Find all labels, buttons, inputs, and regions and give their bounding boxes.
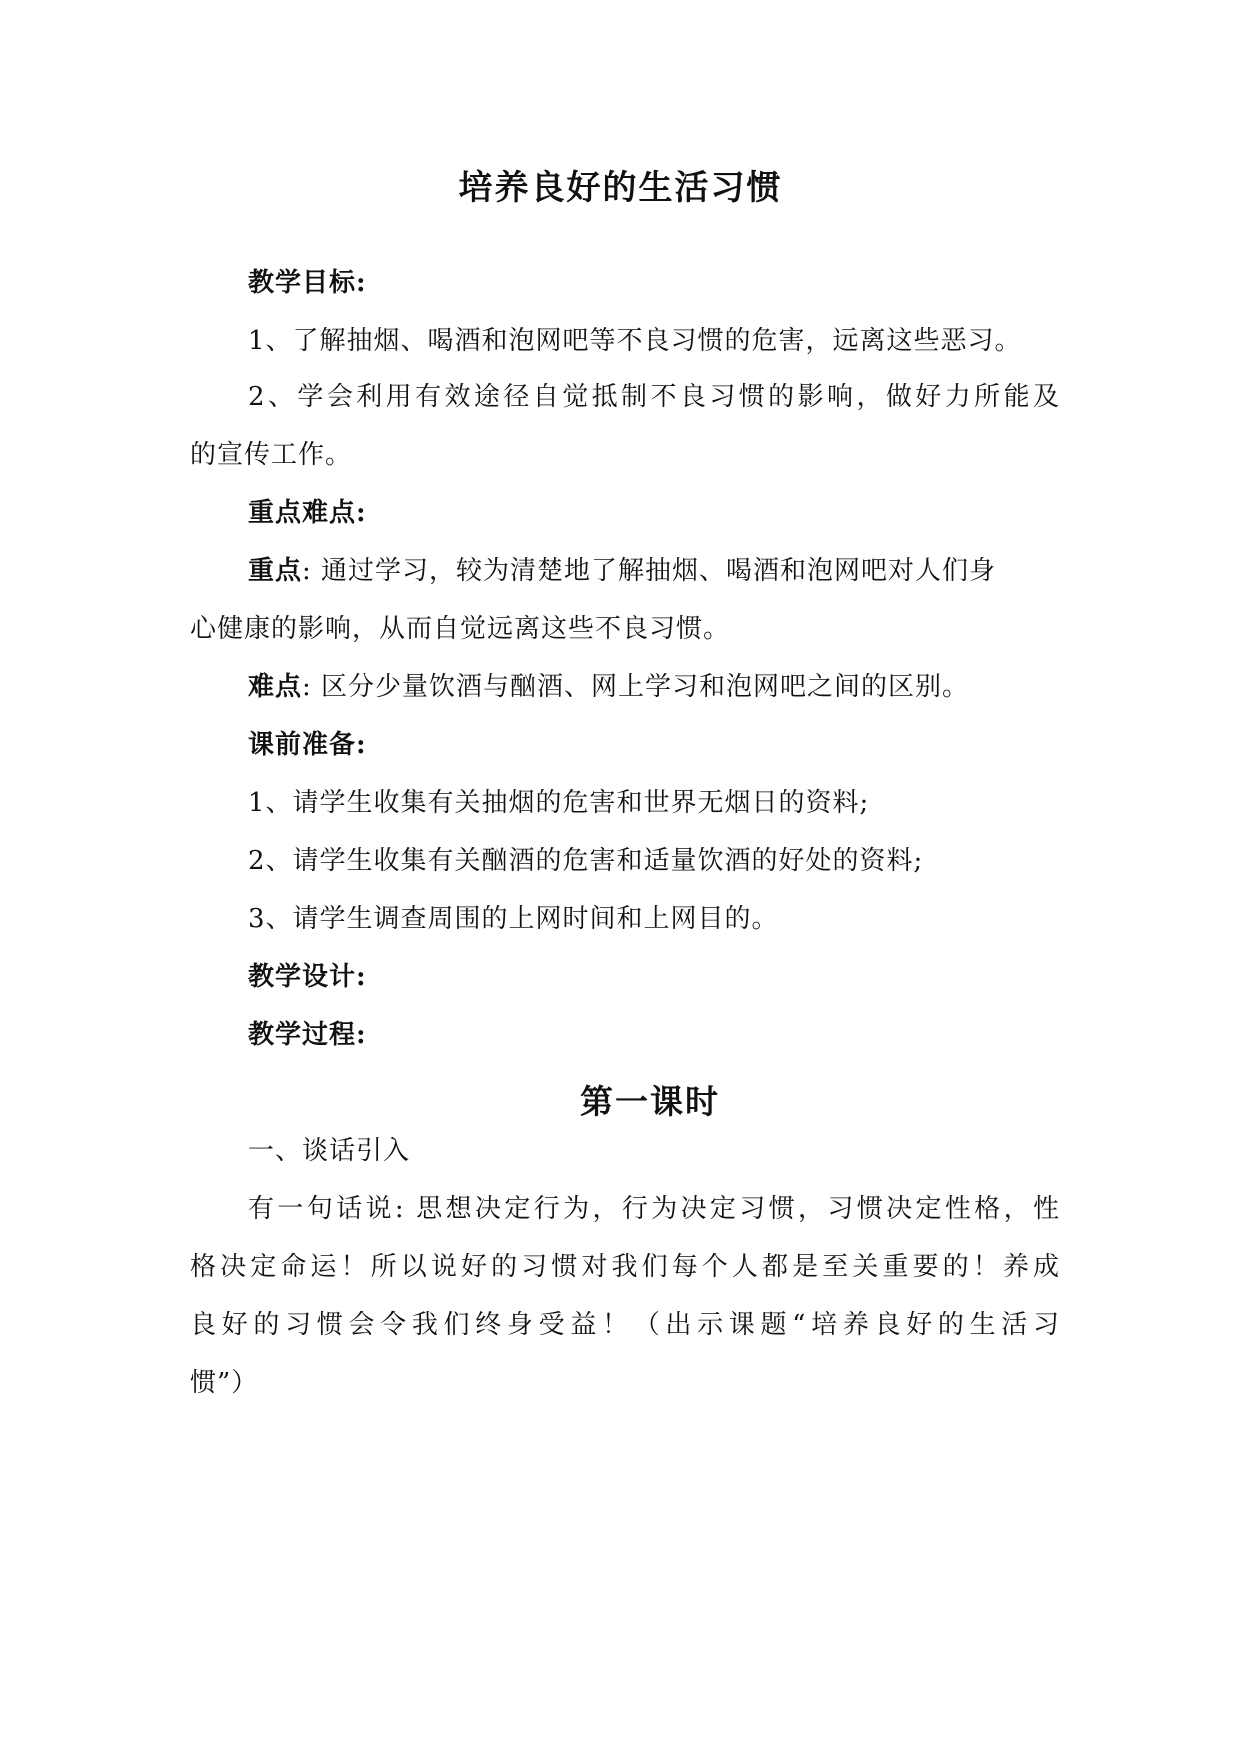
design-heading: 教学设计: (248, 962, 367, 992)
key-points-heading: 重点难点: (248, 498, 367, 528)
preparation-item-2: 2、请学生收集有关酗酒的危害和适量饮酒的好处的资料; (248, 846, 924, 876)
intro-paragraph-line4: 惯”） (190, 1368, 259, 1398)
objective-item-2-line1: 2、学会利用有效途径自觉抵制不良习惯的影响，做好力所能及 (248, 382, 1060, 412)
key-point-line2: 心健康的影响，从而自觉远离这些不良习惯。 (190, 614, 731, 644)
difficulty-text: : 区分少量饮酒与酗酒、网上学习和泡网吧之间的区别。 (302, 672, 970, 702)
key-point-line1 (248, 556, 1060, 586)
intro-paragraph-line3: 良好的习惯会令我们终身受益！（出示课题“培养良好的生活习 (190, 1310, 1060, 1340)
key-point-label: 重点 (248, 556, 303, 586)
intro-paragraph-line1: 有一句话说: 思想决定行为，行为决定习惯，习惯决定性格，性 (248, 1194, 1060, 1224)
document-title: 培养良好的生活习惯 (458, 168, 783, 208)
key-point-text: : 通过学习，较为清楚地了解抽烟、喝酒和泡网吧对人们身 (302, 556, 997, 586)
objective-item-1: 1、了解抽烟、喝酒和泡网吧等不良习惯的危害，远离这些恶习。 (248, 326, 1022, 356)
objective-item-2-line2: 的宣传工作。 (190, 440, 353, 470)
lesson-title: 第一课时 (580, 1082, 720, 1121)
intro-paragraph-line2: 格决定命运！所以说好的习惯对我们每个人都是至关重要的！养成 (190, 1252, 1060, 1282)
section-heading-1: 一、谈话引入 (248, 1136, 411, 1166)
difficulty-line (248, 672, 1060, 702)
preparation-item-1: 1、请学生收集有关抽烟的危害和世界无烟日的资料; (248, 788, 870, 818)
preparation-heading: 课前准备: (248, 730, 367, 760)
preparation-item-3: 3、请学生调查周围的上网时间和上网目的。 (248, 904, 779, 934)
objectives-heading: 教学目标: (248, 268, 367, 298)
difficulty-label: 难点 (248, 672, 303, 702)
process-heading: 教学过程: (248, 1020, 367, 1050)
